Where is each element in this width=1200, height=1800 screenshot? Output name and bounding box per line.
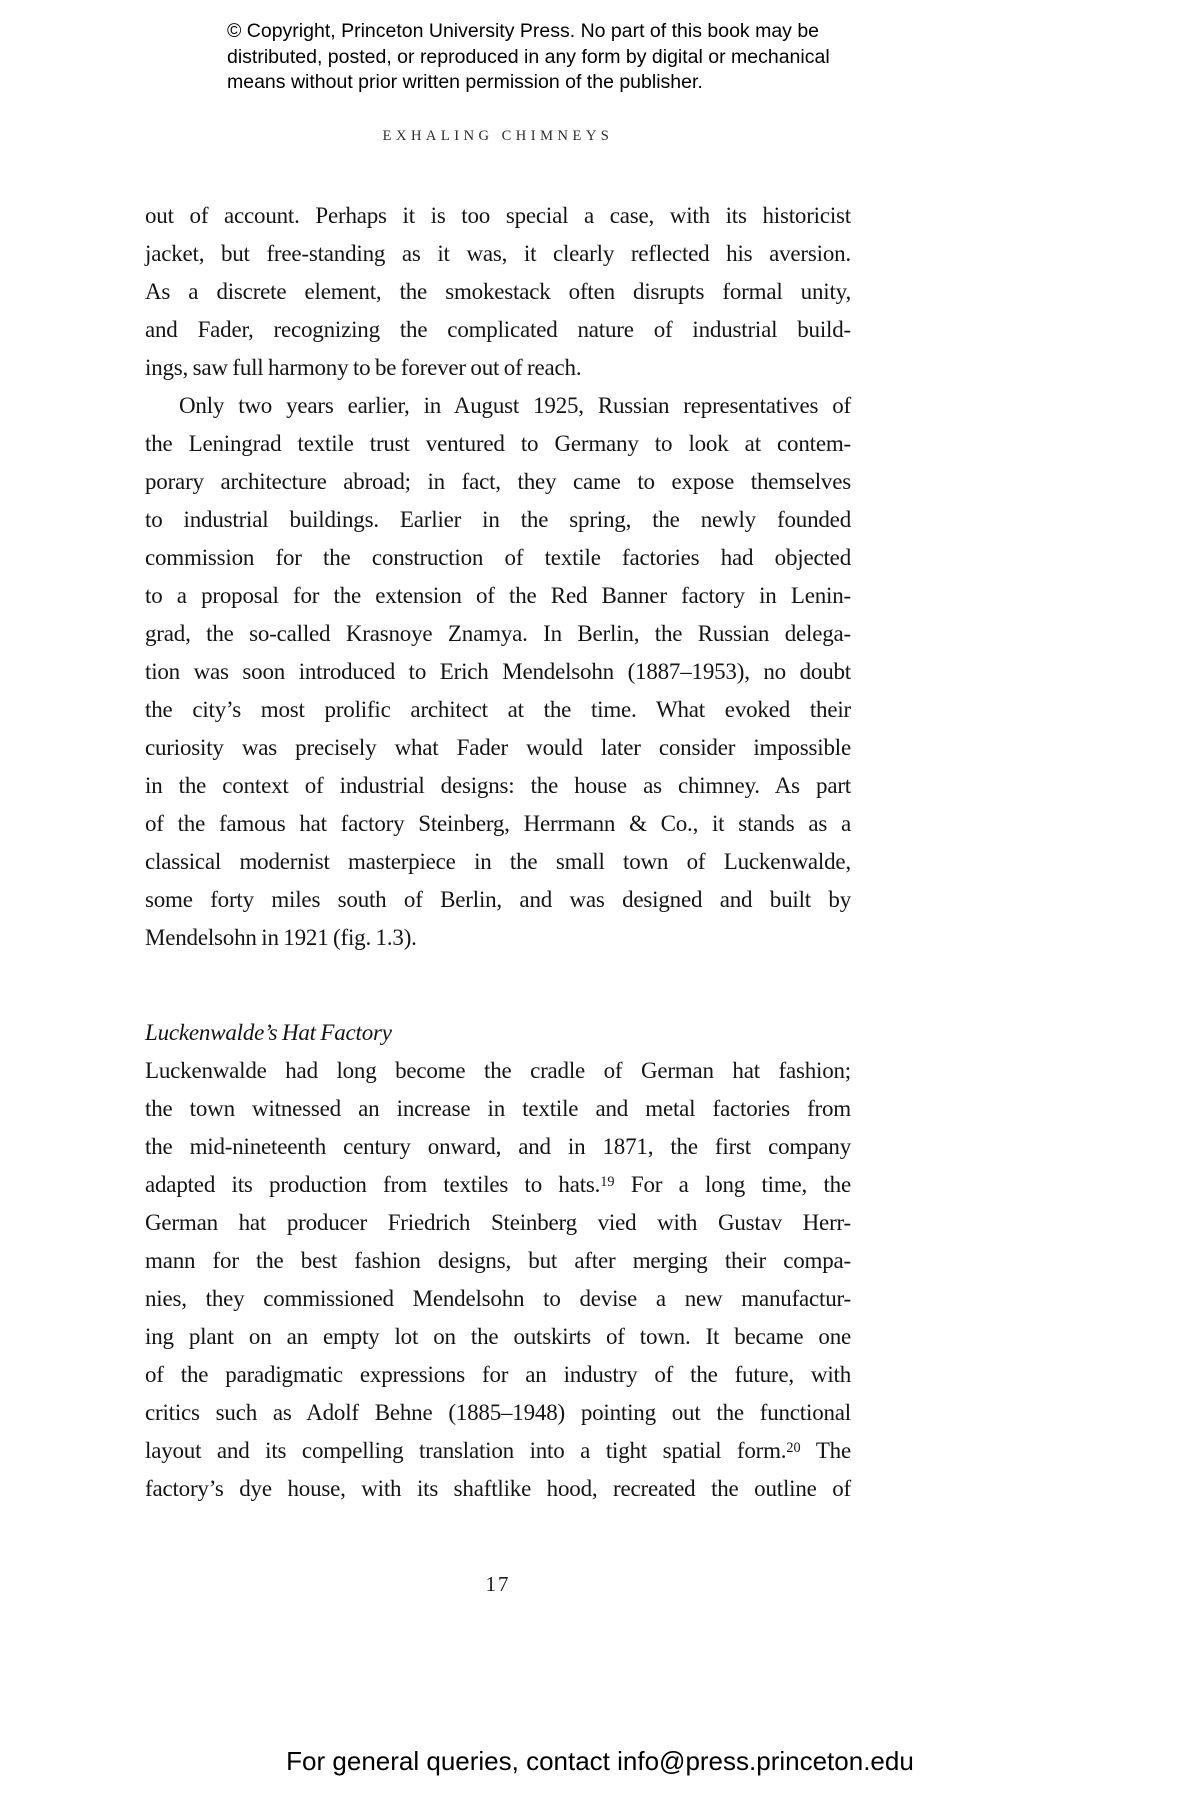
text-line: layout and its compelling translation into a tight spatial form.$^{20}$ The: [145, 1438, 851, 1463]
copyright-line: means without prior written permission of the publisher.: [227, 71, 703, 93]
running-head: EXHALING CHIMNEYS: [382, 128, 614, 144]
text-line: ing plant on an empty lot on the outskirts of town. It became one: [145, 1324, 851, 1349]
text-line: Luckenwalde had long become the cradle of German hat fashion;: [145, 1058, 851, 1083]
copyright-notice: [227, 19, 830, 96]
footnote-marker: 19: [600, 1174, 615, 1190]
text-line: curiosity was precisely what Fader would later consider impossible: [145, 735, 851, 760]
page-number: 17: [485, 1572, 511, 1596]
text-line: Only two years earlier, in August 1925, Russian representatives of: [179, 393, 851, 418]
text-line: the city’s most prolific architect at the time. What evoked their: [145, 697, 851, 722]
text-line: commission for the construction of textile factories had objected: [145, 545, 851, 570]
footer-query-note: For general queries, contact info@press.princeton.edu: [286, 1746, 914, 1776]
text-line: the mid-nineteenth century onward, and in 1871, the first company: [145, 1134, 851, 1159]
page-body-text: [145, 197, 851, 1508]
text-line: critics such as Adolf Behne (1885–1948) pointing out the functional: [145, 1400, 851, 1425]
text-line: adapted its production from textiles to hats.$^{19}$ For a long time, the: [145, 1172, 851, 1197]
text-line: jacket, but free-standing as it was, it clearly reflected his aversion.: [145, 241, 851, 266]
text-line: nies, they commissioned Mendelsohn to devise a new manufactur-: [145, 1286, 851, 1311]
text-line: and Fader, recognizing the complicated nature of industrial build-: [145, 317, 851, 342]
text-line: of the famous hat factory Steinberg, Herrmann & Co., it stands as a: [145, 811, 851, 836]
text-line: As a discrete element, the smokestack often disrupts formal unity,: [145, 279, 851, 304]
text-line: classical modernist masterpiece in the small town of Luckenwalde,: [145, 849, 851, 874]
body-paragraph: [145, 387, 851, 957]
body-paragraph: [145, 1052, 851, 1508]
text-line: factory’s dye house, with its shaftlike hood, recreated the outline of: [145, 1476, 851, 1501]
text-line: Mendelsohn in 1921 (fig. 1.3).: [145, 925, 417, 950]
text-line: some forty miles south of Berlin, and was designed and built by: [145, 887, 851, 912]
text-line: to a proposal for the extension of the Red Banner factory in Lenin-: [145, 583, 851, 608]
text-line: tion was soon introduced to Erich Mendelsohn (1887–1953), no doubt: [145, 659, 851, 684]
text-line: out of account. Perhaps it is too special a case, with its historicist: [145, 203, 851, 228]
text-line: German hat producer Friedrich Steinberg vied with Gustav Herr-: [145, 1210, 851, 1235]
text-line: porary architecture abroad; in fact, they came to expose themselves: [145, 469, 851, 494]
text-line: grad, the so-called Krasnoye Znamya. In Berlin, the Russian delega-: [145, 621, 851, 646]
text-line: the town witnessed an increase in textile and metal factories from: [145, 1096, 851, 1121]
section-heading: Luckenwalde’s Hat Factory: [145, 1020, 392, 1045]
footnote-marker: 20: [786, 1440, 801, 1456]
text-line: to industrial buildings. Earlier in the spring, the newly founded: [145, 507, 851, 532]
text-line: in the context of industrial designs: the house as chimney. As part: [145, 773, 851, 798]
text-line: mann for the best fashion designs, but after merging their compa-: [145, 1248, 851, 1273]
text-line: ings, saw full harmony to be forever out of reach.: [145, 355, 582, 380]
copyright-line: © Copyright, Princeton University Press. No part of this book may be: [227, 20, 820, 42]
copyright-line: distributed, posted, or reproduced in any form by digital or mechanical: [227, 45, 830, 68]
body-paragraph: [145, 197, 851, 387]
text-line: of the paradigmatic expressions for an industry of the future, with: [145, 1362, 851, 1387]
text-line: the Leningrad textile trust ventured to Germany to look at contem-: [145, 431, 851, 456]
